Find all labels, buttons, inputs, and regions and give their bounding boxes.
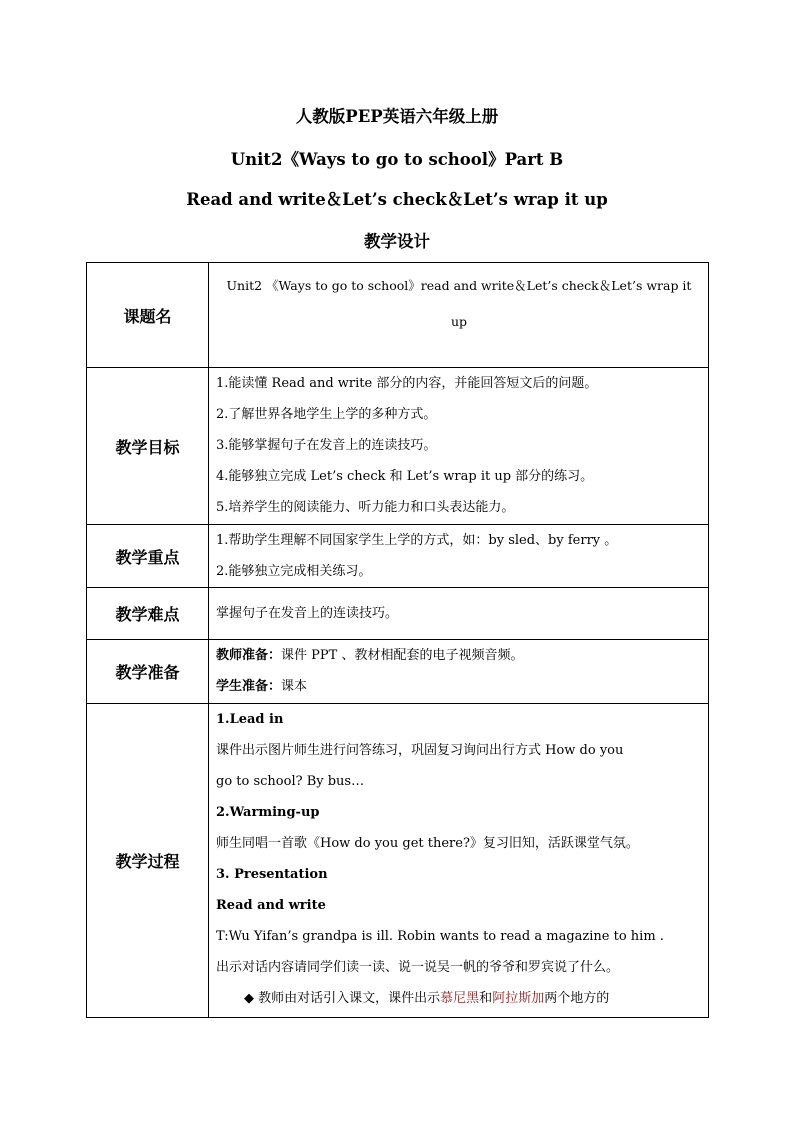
doc-title-parts: Read and write＆Let’s check＆Let’s wrap it up <box>186 190 608 209</box>
topic-text-line2: up <box>450 314 468 329</box>
lesson-plan-table <box>86 262 709 1018</box>
step3-line1: T:Wu Yifan’s grandpa is ill. Robin wants to read a magazine to him . <box>216 929 664 944</box>
row-difficult-content <box>209 588 709 640</box>
teacher-prep-text: 课件 PPT 、教材相配套的电子视频音频。 <box>281 648 524 663</box>
goal-item: 5.培养学生的阅读能力、听力能力和口头表达能力。 <box>216 500 515 515</box>
student-prep-text: 课本 <box>281 679 308 694</box>
diamond-bullet-icon: ◆ <box>244 991 254 1006</box>
row-difficult <box>87 588 709 640</box>
teacher-prep-label: 教师准备： <box>216 648 282 663</box>
row-key <box>87 525 709 588</box>
topic-text-line1: Unit2 《Ways to go to school》read and write＆Let’s check＆Let’s wrap it <box>226 278 692 293</box>
place-munich: 慕尼黑 <box>440 991 480 1006</box>
row-prep-content <box>209 640 709 704</box>
row-topic-content <box>209 263 709 368</box>
row-key-content <box>209 525 709 588</box>
row-difficult-label: 教学难点 <box>87 588 209 640</box>
step1-line1: 课件出示图片师生进行问答练习，巩固复习询问出行方式 How do you <box>216 743 624 758</box>
step3-title: 3. Presentation <box>216 867 328 882</box>
row-process-label: 教学过程 <box>87 704 209 1018</box>
step2-title: 2.Warming-up <box>216 805 320 820</box>
step1-line2: go to school? By bus… <box>216 774 365 789</box>
row-process-content <box>209 704 709 1018</box>
row-prep <box>87 640 709 704</box>
key-item: 1.帮助学生理解不同国家学生上学的方式，如：by sled、by ferry 。 <box>216 533 618 548</box>
row-goals-label: 教学目标 <box>87 368 209 525</box>
bullet-text-pre: 教师由对话引入课文，课件出示 <box>258 991 441 1006</box>
difficult-text: 掌握句子在发音上的连读技巧。 <box>216 606 399 621</box>
doc-title-unit: Unit2《Ways to go to school》Part B <box>230 150 564 169</box>
place-alaska: 阿拉斯加 <box>492 991 545 1006</box>
row-goals-content <box>209 368 709 525</box>
step3-subtitle: Read and write <box>216 898 326 913</box>
step1-title: 1.Lead in <box>216 712 284 727</box>
bullet-text-post: 两个地方的 <box>544 991 610 1006</box>
row-key-label: 教学重点 <box>87 525 209 588</box>
key-item: 2.能够独立完成相关练习。 <box>216 564 372 579</box>
goal-item: 1.能读懂 Read and write 部分的内容，并能回答短文后的问题。 <box>216 376 598 391</box>
row-prep-label: 教学准备 <box>87 640 209 704</box>
bullet-text-mid: 和 <box>479 991 493 1006</box>
goal-item: 3.能够掌握句子在发音上的连读技巧。 <box>216 438 437 453</box>
bullet-line <box>216 983 702 1014</box>
student-prep-label: 学生准备： <box>216 679 282 694</box>
doc-title-design: 教学设计 <box>364 232 430 251</box>
row-topic-label: 课题名 <box>87 263 209 368</box>
row-goals <box>87 368 709 525</box>
row-process <box>87 704 709 1018</box>
goal-item: 4.能够独立完成 Let’s check 和 Let’s wrap it up 部分的练习。 <box>216 469 594 484</box>
step3-line2: 出示对话内容请同学们读一读、说一说吴一帆的爷爷和罗宾说了什么。 <box>216 960 620 975</box>
step2-text: 师生同唱一首歌《How do you get there?》复习旧知，活跃课堂气氛。 <box>216 836 639 851</box>
row-topic <box>87 263 709 368</box>
doc-title-grade: 人教版PEP英语六年级上册 <box>295 107 499 126</box>
goal-item: 2.了解世界各地学生上学的多种方式。 <box>216 407 437 422</box>
